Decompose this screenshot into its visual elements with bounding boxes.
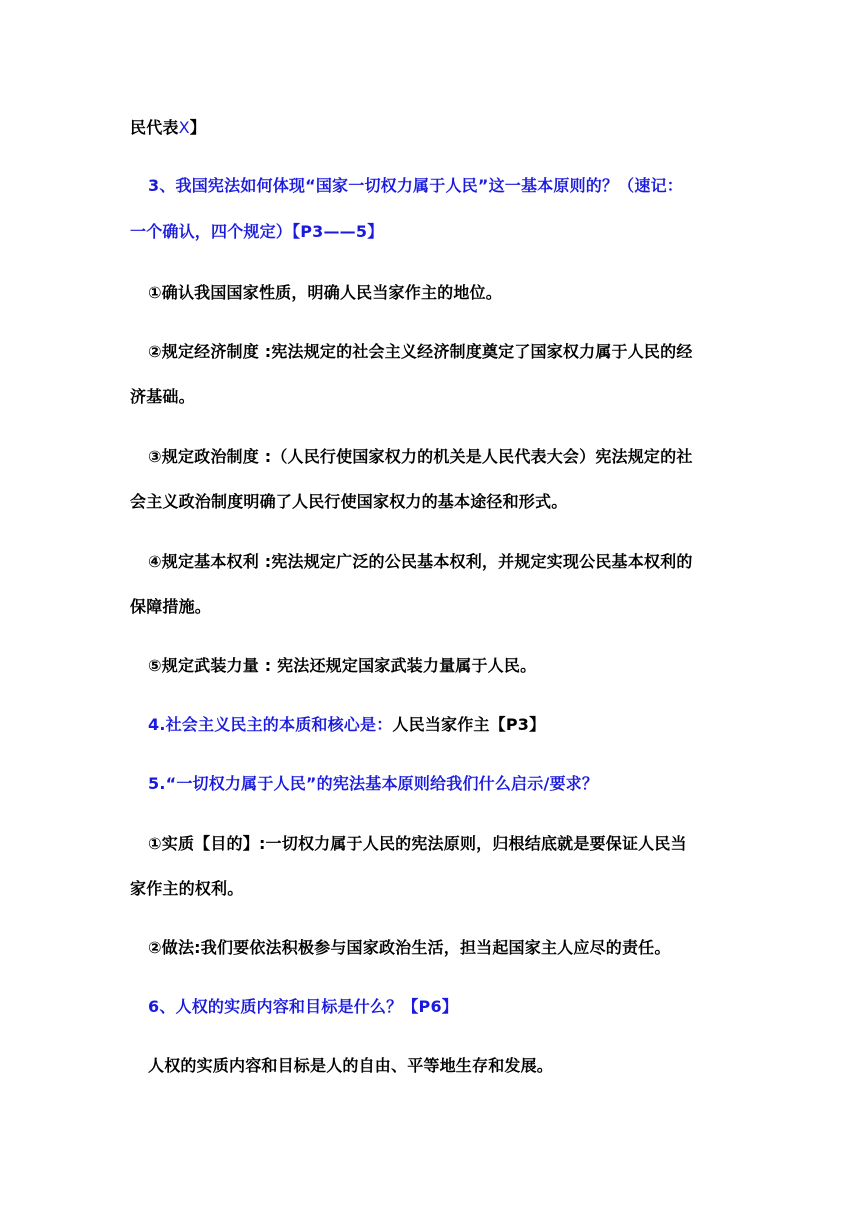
answer-5-item-2: ②做法:我们要依法积极参与国家政治生活，担当起国家主人应尽的责任。 xyxy=(148,938,671,957)
fragment-text: 民代表 xyxy=(130,118,179,137)
answer-5-item-1-line-1: ①实质【目的】:一切权力属于人民的宪法原则，归根结底就是要保证人民当 xyxy=(148,834,687,853)
fragment-bracket: 】 xyxy=(189,118,206,137)
question-5: 5.“一切权力属于人民”的宪法基本原则给我们什么启示/要求？ xyxy=(148,774,599,793)
question-4-line xyxy=(148,714,545,736)
answer-3-item-4-line-1: ④规定基本权利 :宪法规定广泛的公民基本权利，并规定实现公民基本权利的 xyxy=(148,552,693,571)
question-3-line-2: 一个确认，四个规定）【P3——5】 xyxy=(130,222,384,241)
answer-3-item-2-line-2: 济基础。 xyxy=(130,387,195,406)
fragment-mark: X xyxy=(178,118,190,137)
question-4-answer: 人民当家作主【P3】 xyxy=(392,715,546,734)
answer-5-item-1-line-2: 家作主的权利。 xyxy=(130,879,244,898)
question-6: 6、人权的实质内容和目标是什么？【P6】 xyxy=(148,997,458,1016)
fragment-line xyxy=(130,117,206,139)
question-4-heading: 4.社会主义民主的本质和核心是： xyxy=(148,715,393,734)
answer-3-item-2-line-1: ②规定经济制度 :宪法规定的社会主义经济制度奠定了国家权力属于人民的经 xyxy=(148,342,693,361)
answer-3-item-4-line-2: 保障措施。 xyxy=(130,597,212,616)
answer-3-item-3-line-1: ③规定政治制度 :（人民行使国家权力的机关是人民代表大会）宪法规定的社 xyxy=(148,447,693,466)
question-3-line-1: 3、我国宪法如何体现“国家一切权力属于人民”这一基本原则的？（速记： xyxy=(148,176,683,195)
answer-6: 人权的实质内容和目标是人的自由、平等地生存和发展。 xyxy=(148,1056,554,1075)
answer-3-item-5: ⑤规定武装力量 : 宪法还规定国家武装力量属于人民。 xyxy=(148,656,537,675)
answer-3-item-1: ①确认我国国家性质，明确人民当家作主的地位。 xyxy=(148,283,502,302)
answer-3-item-3-line-2: 会主义政治制度明确了人民行使国家权力的基本途径和形式。 xyxy=(130,492,568,511)
